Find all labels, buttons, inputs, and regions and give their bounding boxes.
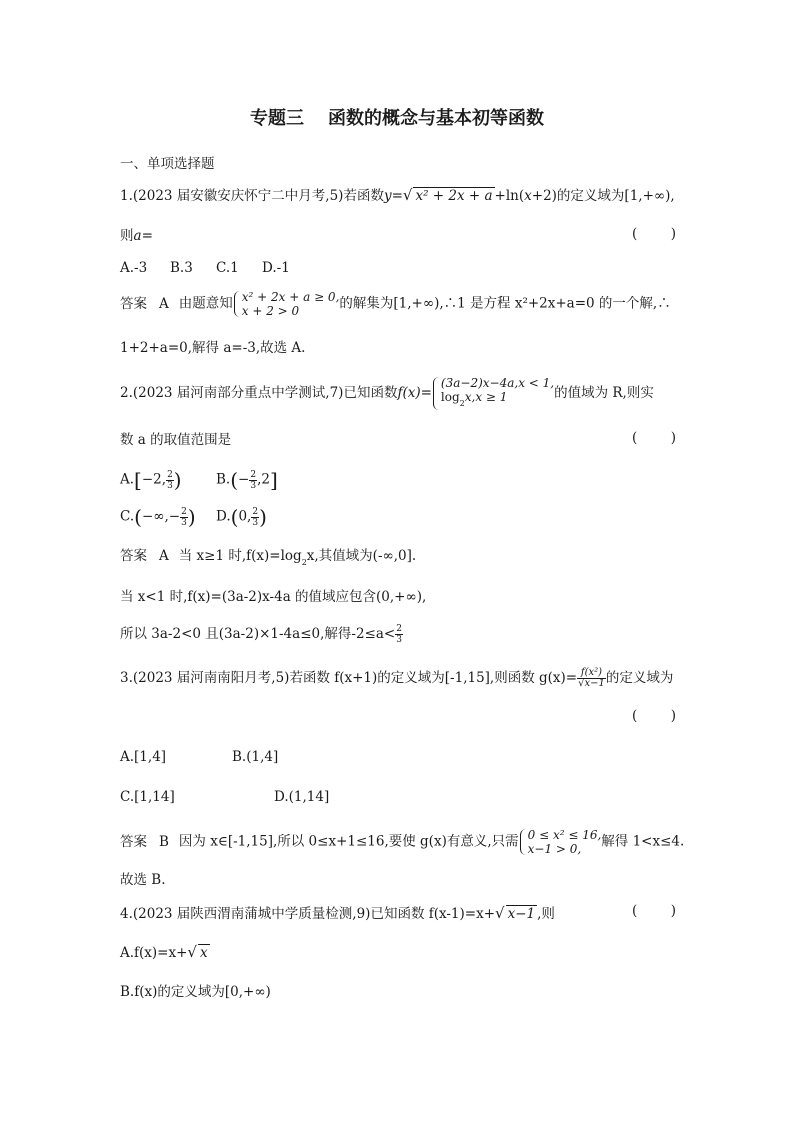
radical-icon: √ <box>495 904 505 922</box>
q1-x: x <box>524 188 532 204</box>
q3-answer <box>120 828 684 856</box>
q4-option-a <box>120 942 210 963</box>
q1-radicand: x² + 2x + a <box>415 188 493 204</box>
frac-num: 2 <box>181 506 187 517</box>
title-part-2: 函数的概念与基本初等函数 <box>328 108 544 129</box>
q3-option-b: B.(1,4] <box>232 749 279 765</box>
paren-right: ) <box>670 708 676 724</box>
q2-opt-d-val: 0, <box>238 508 252 525</box>
title-part-1: 专题三 <box>250 108 304 129</box>
q2-opt-c-rb: ) <box>187 505 196 529</box>
q3-frac <box>577 668 606 689</box>
q2-fx: f(x) <box>397 385 421 401</box>
paren-left: ( <box>632 430 638 446</box>
q2-opt-a-lb: [ <box>134 468 142 492</box>
q2-eq: = <box>420 385 432 401</box>
paren-right: ) <box>670 903 676 919</box>
q1-option-d: D.-1 <box>262 260 290 276</box>
q2-option-d <box>216 505 267 529</box>
q2-opt-a-rb: ) <box>173 468 182 492</box>
q3-case-2: x−1 > 0, <box>527 842 582 856</box>
q1-option-a: A.-3 <box>120 260 148 276</box>
q1-answer <box>120 290 671 318</box>
q3-option-c: C.[1,14] <box>120 789 175 805</box>
q2-opt-b-pre: B. <box>216 471 231 488</box>
q2-opt-d-lb: ( <box>230 505 239 529</box>
frac-num: f(x²) <box>577 668 606 679</box>
q2-opt-a-frac <box>166 470 174 491</box>
q2-answer-blank <box>632 430 676 446</box>
q1-option-b: B.3 <box>170 260 193 276</box>
page-title <box>0 104 794 130</box>
q1-eq: = <box>391 188 403 204</box>
frac-num: 2 <box>252 506 259 517</box>
q1-stem-line2 <box>120 226 153 246</box>
q1-answer-blank <box>632 226 676 242</box>
q4-opt-a-rad: x <box>199 945 208 961</box>
frac-den: 3 <box>250 480 257 491</box>
frac-den: 3 <box>181 517 187 528</box>
paren-left: ( <box>632 903 638 919</box>
q3-answer-text1: 因为 x∈[-1,15],所以 0≤x+1≤16,要使 g(x)有意义,只需 <box>178 833 519 850</box>
q4-stem <box>120 903 555 924</box>
q1-answer-cases <box>233 290 340 318</box>
q2-opt-a-pre: A. <box>120 471 135 488</box>
q3-case-1: 0 ≤ x² ≤ 16, <box>527 828 602 842</box>
q4-opt-a-pre: A.f(x)=x+ <box>120 945 188 961</box>
q2-answer-1a: 当 x≥1 时,f(x)=log <box>178 548 302 564</box>
q1-case-1: x² + 2x + a ≥ 0, <box>241 290 340 304</box>
q4-prefix: 4.(2023 届陕西渭南蒲城中学质量检测,9)已知函数 f(x-1)=x+ <box>120 906 496 922</box>
q3-option-a: A.[1,4] <box>120 749 167 765</box>
q4-option-b: B.f(x)的定义域为[0,+∞) <box>120 984 271 1000</box>
q2-stem <box>120 376 654 411</box>
q2-opt-a-val: −2, <box>141 471 167 488</box>
q1-tail: +2)的定义域为[1,+∞), <box>531 188 675 204</box>
q3-stem <box>120 668 673 689</box>
q1-prefix: 1.(2023 届安徽安庆怀宁二中月考,5)若函数 <box>120 188 384 204</box>
q2-answer-line2: 当 x<1 时,f(x)=(3a-2)x-4a 的值域应包含(0,+∞), <box>120 589 427 605</box>
q2-case-1: (3a−2)x−4a,x < 1, <box>440 376 555 390</box>
q1-answer-text1: 由题意知 <box>178 295 233 312</box>
q2-log-base: 2 <box>459 399 465 408</box>
frac-den: 3 <box>252 517 259 528</box>
q1-answer-letter: A <box>159 295 169 312</box>
q1-line2-post: = <box>141 228 153 244</box>
q2-answer-log-base: 2 <box>301 558 307 567</box>
radical-icon: √ <box>187 943 197 961</box>
q2-case-2-rest: x,x ≥ 1 <box>464 390 508 404</box>
q2-case-2 <box>441 390 554 411</box>
q1-line2-pre: 则 <box>120 228 134 244</box>
q2-opt-c-val: −∞,− <box>141 508 181 525</box>
q2-option-b <box>216 468 278 492</box>
q2-opt-b-val: − <box>238 471 250 488</box>
q2-answer <box>120 546 416 573</box>
q1-case-2: x + 2 > 0 <box>241 304 300 318</box>
q4-tail: ,则 <box>537 906 555 922</box>
q1-answer-text2: 的解集为[1,+∞),∴1 是方程 x²+2x+a=0 的一个解,∴ <box>339 295 671 312</box>
q1-a: a <box>133 228 142 244</box>
q2-prefix: 2.(2023 届河南部分重点中学测试,7)已知函数 <box>120 385 398 401</box>
paren-left: ( <box>632 708 638 724</box>
q2-answer-3a: 所以 3a-2<0 且(3a-2)×1-4a≤0,解得-2≤a< <box>120 626 396 642</box>
q2-opt-b-frac <box>249 470 257 491</box>
q2-opt-c-lb: ( <box>134 505 142 529</box>
q2-log: log <box>440 390 460 404</box>
frac-den: 3 <box>396 635 402 645</box>
paren-right: ) <box>670 430 676 446</box>
q1-answer-line2: 1+2+a=0,解得 a=-3,故选 A. <box>120 340 306 356</box>
q2-opt-d-rb: ) <box>259 505 267 529</box>
q2-answer-frac <box>395 624 403 645</box>
paren-right: ) <box>670 226 676 242</box>
q3-option-d: D.(1,14] <box>274 789 330 805</box>
q2-opt-b-rb: ] <box>269 468 278 492</box>
q2-opt-c-pre: C. <box>120 508 135 525</box>
q2-answer-line3 <box>120 624 403 645</box>
q2-opt-b-val2: ,2 <box>257 471 270 488</box>
q2-tail: 的值域为 R,则实 <box>554 385 654 401</box>
q3-answer-blank <box>632 708 676 724</box>
q3-answer-letter: B <box>159 833 169 850</box>
q1-mid: +ln( <box>494 188 525 204</box>
q2-opt-c-frac <box>180 507 188 528</box>
frac-den: √x−1 <box>578 678 605 689</box>
q1-stem <box>120 185 675 206</box>
q2-option-a <box>120 468 182 492</box>
q3-answer-cases <box>519 828 602 856</box>
paren-left: ( <box>632 226 638 242</box>
q1-option-c: C.1 <box>216 260 239 276</box>
q2-answer-letter: A <box>159 548 169 564</box>
frac-num: 2 <box>250 469 257 480</box>
q2-opt-d-frac <box>251 507 259 528</box>
q3-prefix: 3.(2023 届河南南阳月考,5)若函数 f(x+1)的定义域为[-1,15],则函数 g(x)= <box>120 670 578 686</box>
frac-den: 3 <box>167 480 173 491</box>
q2-opt-d-pre: D. <box>216 508 231 525</box>
q3-answer-line2: 故选 B. <box>120 872 166 888</box>
q2-stem-line2: 数 a 的取值范围是 <box>120 432 232 448</box>
q2-answer-label: 答案 <box>120 548 147 564</box>
q2-opt-b-lb: ( <box>230 468 239 492</box>
q2-answer-1b: x,其值域为(-∞,0]. <box>306 548 417 564</box>
frac-num: 2 <box>396 624 402 634</box>
q3-answer-text2: 解得 1<x≤4. <box>601 833 685 850</box>
q3-answer-label: 答案 <box>120 833 147 850</box>
frac-num: 2 <box>167 469 173 480</box>
section-heading: 一、单项选择题 <box>120 156 215 172</box>
q1-y: y <box>383 188 392 204</box>
radical-icon: √ <box>402 186 413 204</box>
q2-cases <box>432 376 554 411</box>
q4-answer-blank <box>632 903 676 919</box>
q2-option-c <box>120 505 196 529</box>
q1-answer-label: 答案 <box>120 295 147 312</box>
q4-radicand: x−1 <box>507 906 536 922</box>
q3-tail: 的定义域为 <box>605 670 674 686</box>
